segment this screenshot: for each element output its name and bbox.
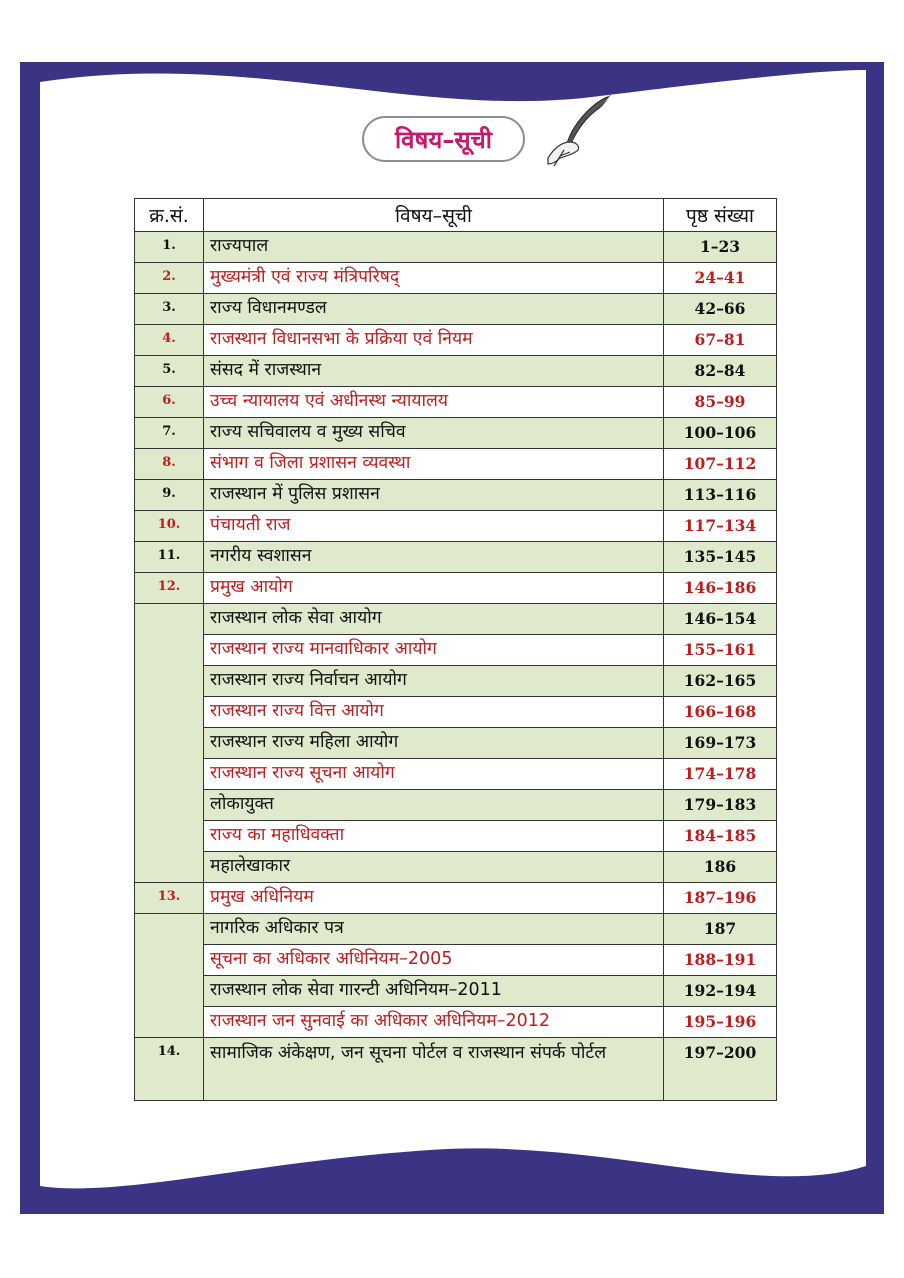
header-serial: क्र.सं. xyxy=(135,199,204,232)
row-serial: 4. xyxy=(135,325,204,356)
table-row xyxy=(135,1007,777,1038)
row-topic: राज्य विधानमण्डल xyxy=(204,294,664,325)
table-row xyxy=(135,790,777,821)
row-serial: 7. xyxy=(135,418,204,449)
table-row xyxy=(135,449,777,480)
row-serial: 13. xyxy=(135,883,204,914)
row-pages: 155–161 xyxy=(664,635,777,666)
row-serial: 10. xyxy=(135,511,204,542)
table-row xyxy=(135,883,777,914)
row-pages: 146–186 xyxy=(664,573,777,604)
table-row xyxy=(135,914,777,945)
row-topic: नगरीय स्वशासन xyxy=(204,542,664,573)
row-topic: पंचायती राज xyxy=(204,511,664,542)
row-topic: राजस्थान राज्य महिला आयोग xyxy=(204,728,664,759)
row-topic: राज्य सचिवालय व मुख्य सचिव xyxy=(204,418,664,449)
row-pages: 67–81 xyxy=(664,325,777,356)
row-topic: राजस्थान लोक सेवा आयोग xyxy=(204,604,664,635)
row-pages: 195–196 xyxy=(664,1007,777,1038)
row-pages: 187–196 xyxy=(664,883,777,914)
table-row xyxy=(135,852,777,883)
table-row xyxy=(135,387,777,418)
row-pages: 42–66 xyxy=(664,294,777,325)
table-row xyxy=(135,418,777,449)
row-topic: संसद में राजस्थान xyxy=(204,356,664,387)
row-serial: 12. xyxy=(135,573,204,604)
quill-pen-hand-icon xyxy=(540,92,620,170)
row-pages: 100–106 xyxy=(664,418,777,449)
row-topic: मुख्यमंत्री एवं राज्य मंत्रिपरिषद् xyxy=(204,263,664,294)
row-topic: सामाजिक अंकेक्षण, जन सूचना पोर्टल व राजस्थान संपर्क पोर्टल xyxy=(204,1038,664,1101)
table-row xyxy=(135,263,777,294)
row-pages: 187 xyxy=(664,914,777,945)
row-pages: 184–185 xyxy=(664,821,777,852)
row-serial: 2. xyxy=(135,263,204,294)
row-topic: राज्यपाल xyxy=(204,232,664,263)
row-topic: लोकायुक्त xyxy=(204,790,664,821)
table-row xyxy=(135,1038,777,1101)
row-topic: महालेखाकार xyxy=(204,852,664,883)
row-pages: 82–84 xyxy=(664,356,777,387)
row-topic: प्रमुख अधिनियम xyxy=(204,883,664,914)
row-pages: 113–116 xyxy=(664,480,777,511)
row-pages: 1–23 xyxy=(664,232,777,263)
row-topic: नागरिक अधिकार पत्र xyxy=(204,914,664,945)
row-serial: 1. xyxy=(135,232,204,263)
table-row xyxy=(135,666,777,697)
table-row xyxy=(135,356,777,387)
row-topic: राजस्थान राज्य मानवाधिकार आयोग xyxy=(204,635,664,666)
row-serial: 14. xyxy=(135,1038,204,1101)
header-pages: पृष्ठ संख्या xyxy=(664,199,777,232)
row-pages: 85–99 xyxy=(664,387,777,418)
table-row xyxy=(135,511,777,542)
row-topic: राजस्थान लोक सेवा गारन्टी अधिनियम–2011 xyxy=(204,976,664,1007)
row-pages: 197–200 xyxy=(664,1038,777,1101)
row-topic: राजस्थान राज्य सूचना आयोग xyxy=(204,759,664,790)
row-topic: राजस्थान विधानसभा के प्रक्रिया एवं नियम xyxy=(204,325,664,356)
row-serial: 9. xyxy=(135,480,204,511)
table-row xyxy=(135,821,777,852)
row-pages: 135–145 xyxy=(664,542,777,573)
table-header-row xyxy=(135,199,777,232)
row-pages: 107–112 xyxy=(664,449,777,480)
row-topic: प्रमुख आयोग xyxy=(204,573,664,604)
row-serial: 8. xyxy=(135,449,204,480)
row-topic: राजस्थान राज्य निर्वाचन आयोग xyxy=(204,666,664,697)
row-pages: 162–165 xyxy=(664,666,777,697)
title-badge xyxy=(362,116,525,162)
table-row xyxy=(135,759,777,790)
row-serial-blank xyxy=(135,604,204,883)
row-topic: राज्य का महाधिवक्ता xyxy=(204,821,664,852)
row-topic: राजस्थान राज्य वित्त आयोग xyxy=(204,697,664,728)
row-serial: 5. xyxy=(135,356,204,387)
row-pages: 166–168 xyxy=(664,697,777,728)
page-title: विषय–सूची xyxy=(394,125,493,154)
row-pages: 24–41 xyxy=(664,263,777,294)
row-topic: राजस्थान में पुलिस प्रशासन xyxy=(204,480,664,511)
contents-table xyxy=(134,198,777,1101)
table-row xyxy=(135,232,777,263)
row-pages: 117–134 xyxy=(664,511,777,542)
row-serial: 3. xyxy=(135,294,204,325)
row-serial-blank xyxy=(135,914,204,1038)
row-pages: 186 xyxy=(664,852,777,883)
row-pages: 174–178 xyxy=(664,759,777,790)
table-row xyxy=(135,976,777,1007)
table-row xyxy=(135,697,777,728)
row-pages: 179–183 xyxy=(664,790,777,821)
row-pages: 192–194 xyxy=(664,976,777,1007)
table-row xyxy=(135,325,777,356)
table-row xyxy=(135,945,777,976)
row-pages: 169–173 xyxy=(664,728,777,759)
table-row xyxy=(135,728,777,759)
table-row xyxy=(135,542,777,573)
table-row xyxy=(135,635,777,666)
row-pages: 146–154 xyxy=(664,604,777,635)
table-row xyxy=(135,604,777,635)
row-pages: 188–191 xyxy=(664,945,777,976)
row-topic: उच्च न्यायालय एवं अधीनस्थ न्यायालय xyxy=(204,387,664,418)
row-topic: संभाग व जिला प्रशासन व्यवस्था xyxy=(204,449,664,480)
table-row xyxy=(135,573,777,604)
row-topic: सूचना का अधिकार अधिनियम–2005 xyxy=(204,945,664,976)
row-serial: 6. xyxy=(135,387,204,418)
row-serial: 11. xyxy=(135,542,204,573)
table-row xyxy=(135,480,777,511)
header-topic: विषय–सूची xyxy=(204,199,664,232)
row-topic: राजस्थान जन सुनवाई का अधिकार अधिनियम–2012 xyxy=(204,1007,664,1038)
table-row xyxy=(135,294,777,325)
